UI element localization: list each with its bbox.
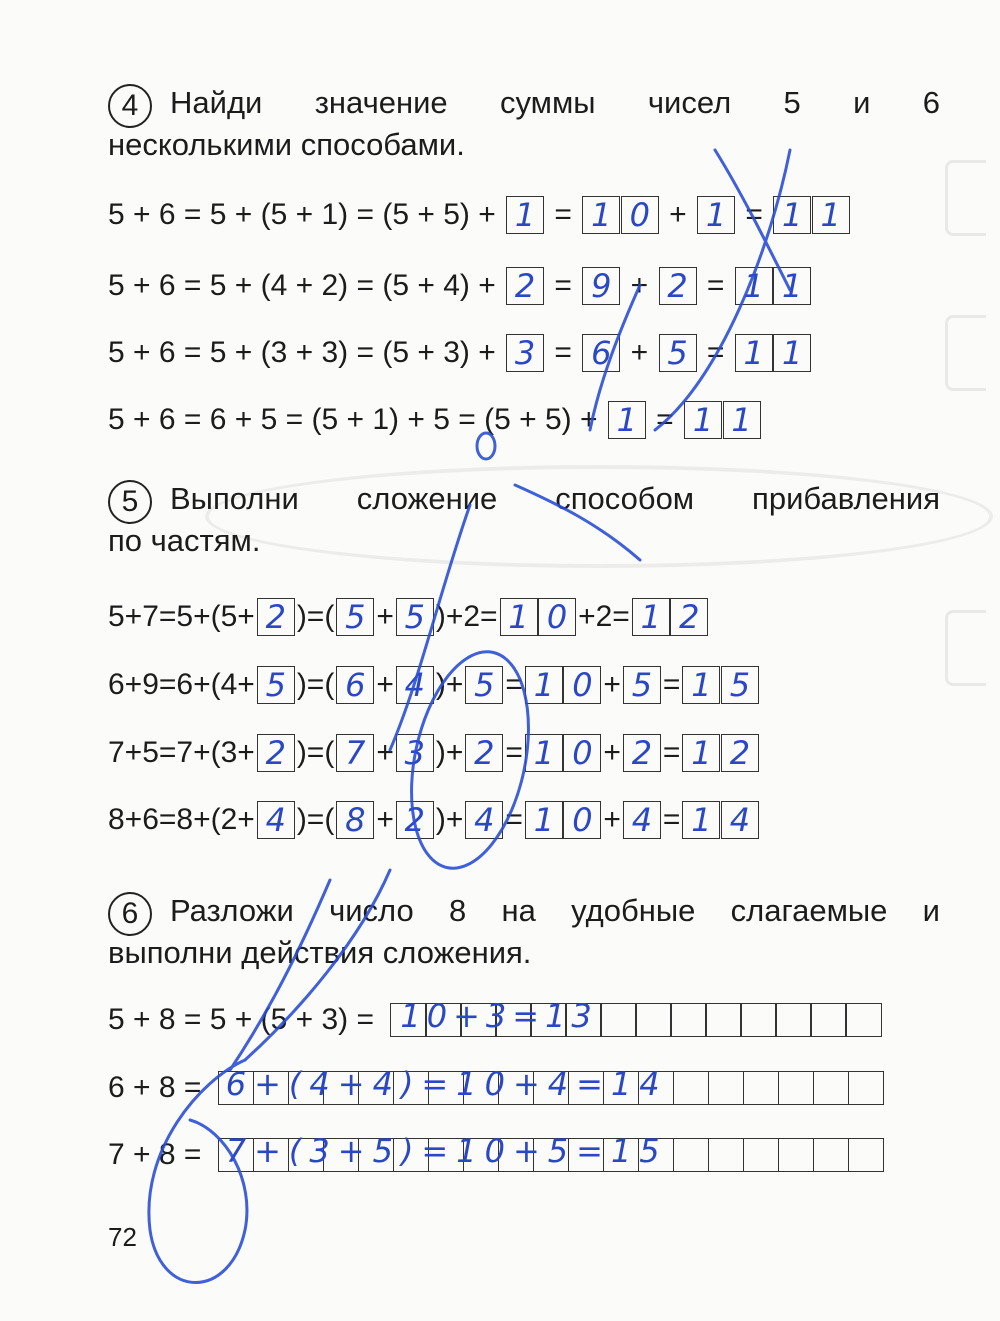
exercise-title: Найди значение суммы чисел 5 и 6 несколькими способами.	[108, 85, 940, 162]
answer-cell[interactable]: 2	[257, 734, 295, 772]
exercise-number: 5	[108, 480, 152, 524]
answer-cell[interactable]: 1	[697, 196, 735, 234]
answer-cell[interactable]: 1	[723, 401, 761, 439]
exercise-title: Выполни сложение способом прибавления по частям.	[108, 481, 940, 558]
answer-cell[interactable]: 4	[396, 666, 434, 704]
answer-cell[interactable]: 1	[525, 734, 563, 772]
ex6-row-1: 5 + 8 = 5 + (5 + 3) = 10+3=13	[108, 998, 882, 1042]
answer-cell[interactable]: 5	[257, 666, 295, 704]
answer-cell[interactable]: 1	[682, 801, 720, 839]
answer-cell[interactable]: 5	[336, 598, 374, 636]
answer-strip[interactable]	[218, 1132, 885, 1172]
exercise-4	[108, 82, 940, 166]
exercise-number: 6	[108, 892, 152, 936]
answer-cell[interactable]: 7	[336, 734, 374, 772]
answer-cell[interactable]: 9	[582, 267, 620, 305]
answer-cell[interactable]: 0	[563, 734, 601, 772]
answer-cell[interactable]: 1	[582, 196, 620, 234]
answer-cell[interactable]: 1	[735, 334, 773, 372]
answer-cell[interactable]: 2	[659, 267, 697, 305]
answer-cell[interactable]: 3	[506, 334, 544, 372]
answer-cell[interactable]: 5	[623, 666, 661, 704]
answer-cell[interactable]: 5	[465, 666, 503, 704]
ex4-row-1: 5 + 6 = 5 + (5 + 1) = (5 + 5) + 1 = 1 0 + 1 = 1 1	[108, 193, 852, 237]
ex6-row-3: 7 + 8 = 7+(3+5)=10+5=15	[108, 1133, 884, 1177]
ex4-row-2: 5 + 6 = 5 + (4 + 2) = (5 + 4) + 2 = 9 + 2 = 1 1	[108, 264, 813, 308]
answer-cell[interactable]: 5	[659, 334, 697, 372]
answer-cell[interactable]: 5	[396, 598, 434, 636]
answer-cell[interactable]: 4	[465, 801, 503, 839]
answer-cell[interactable]: 0	[563, 801, 601, 839]
page-number: 72	[108, 1222, 137, 1252]
handwritten-answer: 7+(3+5)=10+5=15	[225, 1132, 668, 1170]
ex4-row-3: 5 + 6 = 5 + (3 + 3) = (5 + 3) + 3 = 6 + 5 = 1 1	[108, 331, 813, 375]
answer-cell[interactable]: 6	[336, 666, 374, 704]
answer-cell[interactable]: 2	[506, 267, 544, 305]
answer-cell[interactable]: 2	[257, 598, 295, 636]
answer-cell[interactable]: 4	[257, 801, 295, 839]
bleed-through-badge	[945, 315, 986, 391]
answer-strip[interactable]	[218, 1065, 885, 1105]
answer-cell[interactable]: 1	[773, 334, 811, 372]
answer-cell[interactable]: 1	[735, 267, 773, 305]
answer-cell[interactable]: 4	[721, 801, 759, 839]
answer-cell[interactable]: 1	[773, 196, 811, 234]
bleed-through-badge	[945, 610, 986, 686]
ex5-row-3: 7+5=7+(3+ 2 )=( 7 + 3 )+ 2 = 1 0 + 2 = 1 2	[108, 731, 761, 775]
answer-cell[interactable]: 2	[623, 734, 661, 772]
handwritten-answer: 10+3=13	[400, 997, 598, 1035]
answer-cell[interactable]: 1	[506, 196, 544, 234]
answer-cell[interactable]: 5	[721, 666, 759, 704]
answer-cell[interactable]: 1	[812, 196, 850, 234]
ex5-row-4: 8+6=8+(2+ 4 )=( 8 + 2 )+ 4 = 1 0 + 4 = 1 4	[108, 798, 761, 842]
answer-cell[interactable]: 8	[336, 801, 374, 839]
answer-cell[interactable]: 1	[632, 598, 670, 636]
answer-cell[interactable]: 2	[396, 801, 434, 839]
answer-cell[interactable]: 0	[563, 666, 601, 704]
answer-cell[interactable]: 1	[682, 734, 720, 772]
exercise-5	[108, 478, 940, 562]
answer-cell[interactable]: 3	[396, 734, 434, 772]
bleed-through-badge	[945, 160, 986, 236]
answer-cell[interactable]: 1	[525, 666, 563, 704]
exercise-6	[108, 890, 940, 974]
exercise-number: 4	[108, 84, 152, 128]
answer-cell[interactable]: 1	[500, 598, 538, 636]
answer-cell[interactable]: 0	[621, 196, 659, 234]
answer-cell[interactable]: 1	[608, 401, 646, 439]
answer-cell[interactable]: 1	[684, 401, 722, 439]
answer-cell[interactable]: 1	[682, 666, 720, 704]
exercise-title: Разложи число 8 на удобные слагаемые и выполни действия сложения.	[108, 893, 940, 970]
ex5-row-2: 6+9=6+(4+ 5 )=( 6 + 4 )+ 5 = 1 0 + 5 = 1 5	[108, 663, 761, 707]
answer-cell[interactable]: 1	[525, 801, 563, 839]
answer-cell[interactable]: 6	[582, 334, 620, 372]
answer-cell[interactable]: 1	[773, 267, 811, 305]
handwritten-answer: 6+(4+4)=10+4=14	[225, 1065, 668, 1103]
ex5-row-1: 5+7=5+(5+ 2 )=( 5 + 5 )+2= 1 0 +2= 1 2	[108, 595, 710, 639]
answer-cell[interactable]: 2	[465, 734, 503, 772]
answer-cell[interactable]: 0	[538, 598, 576, 636]
ex4-row-4: 5 + 6 = 6 + 5 = (5 + 1) + 5 = (5 + 5) + 1 = 1 1	[108, 398, 763, 442]
answer-cell[interactable]: 2	[670, 598, 708, 636]
answer-cell[interactable]: 4	[623, 801, 661, 839]
answer-cell[interactable]: 2	[721, 734, 759, 772]
ex6-row-2: 6 + 8 = 6+(4+4)=10+4=14	[108, 1066, 884, 1110]
answer-strip[interactable]	[390, 997, 882, 1037]
